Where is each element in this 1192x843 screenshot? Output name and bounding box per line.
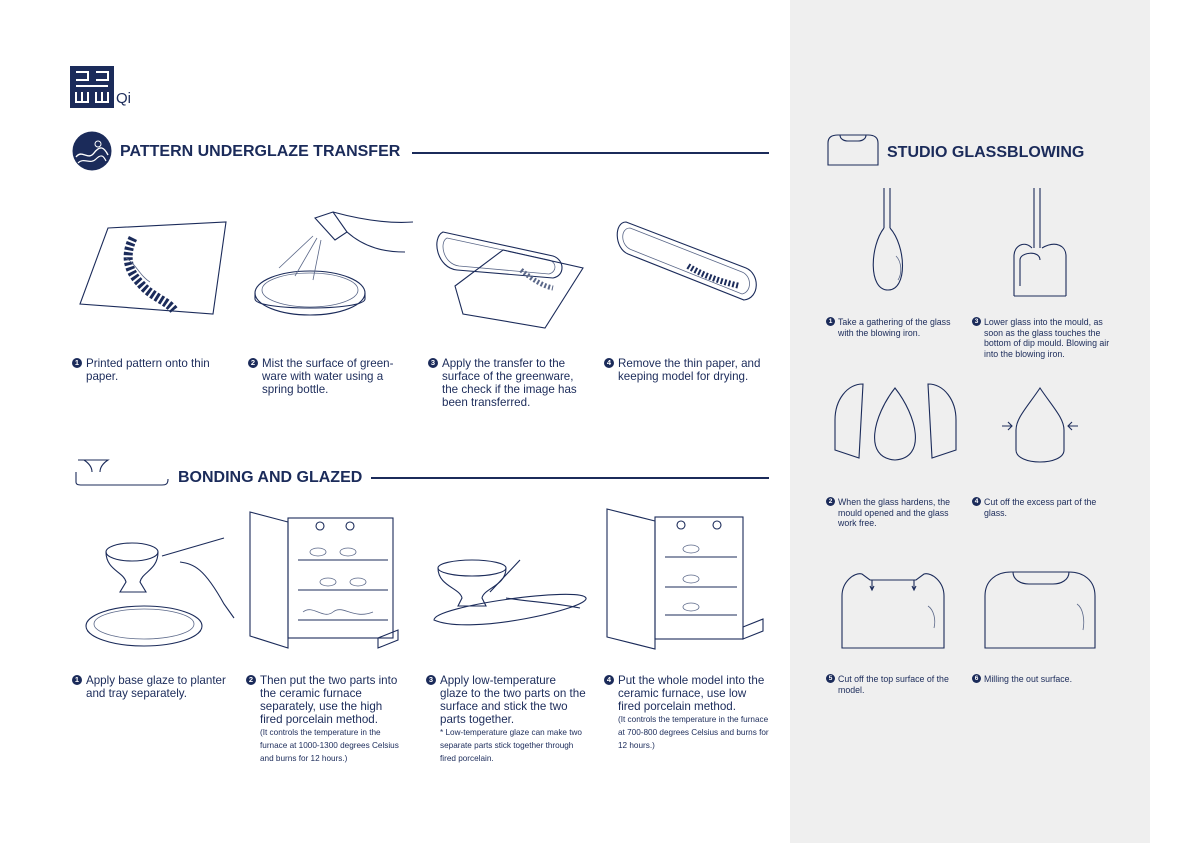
step-number: 1 — [72, 358, 82, 368]
illustration-furnace-high — [248, 510, 403, 655]
step-text: Remove the thin paper, and keeping model for drying. — [618, 357, 761, 383]
glass-step-5 — [826, 674, 954, 695]
illustration-glass-gather — [866, 186, 916, 301]
step-number: 1 — [72, 675, 82, 685]
step-text: Milling the out surface. — [984, 674, 1073, 684]
bonding-step-1 — [72, 674, 232, 700]
glass-model-icon — [826, 133, 880, 172]
illustration-glass-mould-opened — [833, 380, 958, 470]
qi-logo-icon — [70, 66, 114, 108]
illustration-glass-cut-excess — [1000, 386, 1080, 471]
step-number: 4 — [972, 497, 981, 506]
illustration-furnace-low — [605, 507, 765, 657]
step-number: 3 — [428, 358, 438, 368]
step-number: 1 — [826, 317, 835, 326]
step-note: * Low-temperature glaze can make two separate parts stick together through fired porcelain. — [440, 728, 582, 763]
illustration-apply-transfer — [433, 230, 583, 335]
step-note: (It controls the temperature in the furnace at 1000-1300 degrees Celsius and burns for 12 hours.) — [260, 728, 399, 763]
pattern-step-1 — [72, 357, 230, 383]
step-text: Mist the surface of green-ware with water using a spring bottle. — [262, 357, 394, 396]
step-text: Apply base glaze to planter and tray separately. — [86, 674, 226, 700]
step-number: 4 — [604, 358, 614, 368]
illustration-glass-top-cut — [840, 566, 950, 656]
wave-badge-icon — [72, 131, 112, 171]
brand-name: Qi — [116, 90, 131, 107]
step-number: 2 — [248, 358, 258, 368]
step-text: Apply the transfer to the surface of the greenware, the check if the image has been transferred. — [442, 357, 577, 409]
step-text: Put the whole model into the ceramic furnace, use low fired porcelain method. — [618, 674, 765, 713]
illustration-mist-spray — [255, 208, 415, 328]
bonding-step-2 — [246, 674, 406, 765]
step-number: 4 — [604, 675, 614, 685]
pattern-step-2 — [248, 357, 406, 396]
step-text: Lower glass into the mould, as soon as the glass touches the bottom of dip mould. Blowing air into the blowing iron. — [984, 317, 1110, 359]
step-text: Cut off the excess part of the glass. — [984, 497, 1097, 518]
glass-step-3 — [972, 317, 1112, 359]
step-number: 5 — [826, 674, 835, 683]
step-text: When the glass hardens, the mould opened and the glass work free. — [838, 497, 950, 529]
divider — [371, 477, 769, 479]
pattern-step-3 — [428, 357, 590, 409]
step-number: 3 — [426, 675, 436, 685]
step-number: 2 — [246, 675, 256, 685]
section-title-glassblowing: STUDIO GLASSBLOWING — [887, 144, 1085, 161]
step-text: Then put the two parts into the ceramic furnace separately, use the high fired porcelain method. — [260, 674, 398, 726]
bonding-step-3 — [426, 674, 586, 765]
pattern-step-4 — [604, 357, 770, 383]
section-title-pattern: PATTERN UNDERGLAZE TRANSFER — [120, 143, 401, 160]
illustration-apply-base-glaze — [84, 534, 239, 664]
step-text: Take a gathering of the glass with the blowing iron. — [838, 317, 951, 338]
planter-icon — [74, 456, 169, 491]
step-text: Printed pattern onto thin paper. — [86, 357, 210, 383]
step-number: 3 — [972, 317, 981, 326]
step-text: Apply low-temperature glaze to the two parts on the surface and stick the two parts together. — [440, 674, 586, 726]
illustration-low-temp-glaze — [430, 558, 590, 638]
glass-step-2 — [826, 497, 956, 529]
glass-step-1 — [826, 317, 954, 338]
step-text: Cut off the top surface of the model. — [838, 674, 949, 695]
glass-step-4 — [972, 497, 1102, 518]
glass-step-6 — [972, 674, 1102, 685]
bonding-step-4 — [604, 674, 770, 752]
step-note: (It controls the temperature in the furnace at 700-800 degrees Celsius and burns for 12 hours.) — [618, 715, 769, 750]
divider — [412, 152, 769, 154]
illustration-glass-mould — [1010, 186, 1070, 306]
illustration-dried-model — [618, 220, 763, 310]
illustration-printed-pattern — [78, 218, 228, 323]
section-title-bonding: BONDING AND GLAZED — [178, 469, 363, 486]
step-number: 6 — [972, 674, 981, 683]
step-number: 2 — [826, 497, 835, 506]
illustration-glass-milled — [983, 568, 1098, 655]
